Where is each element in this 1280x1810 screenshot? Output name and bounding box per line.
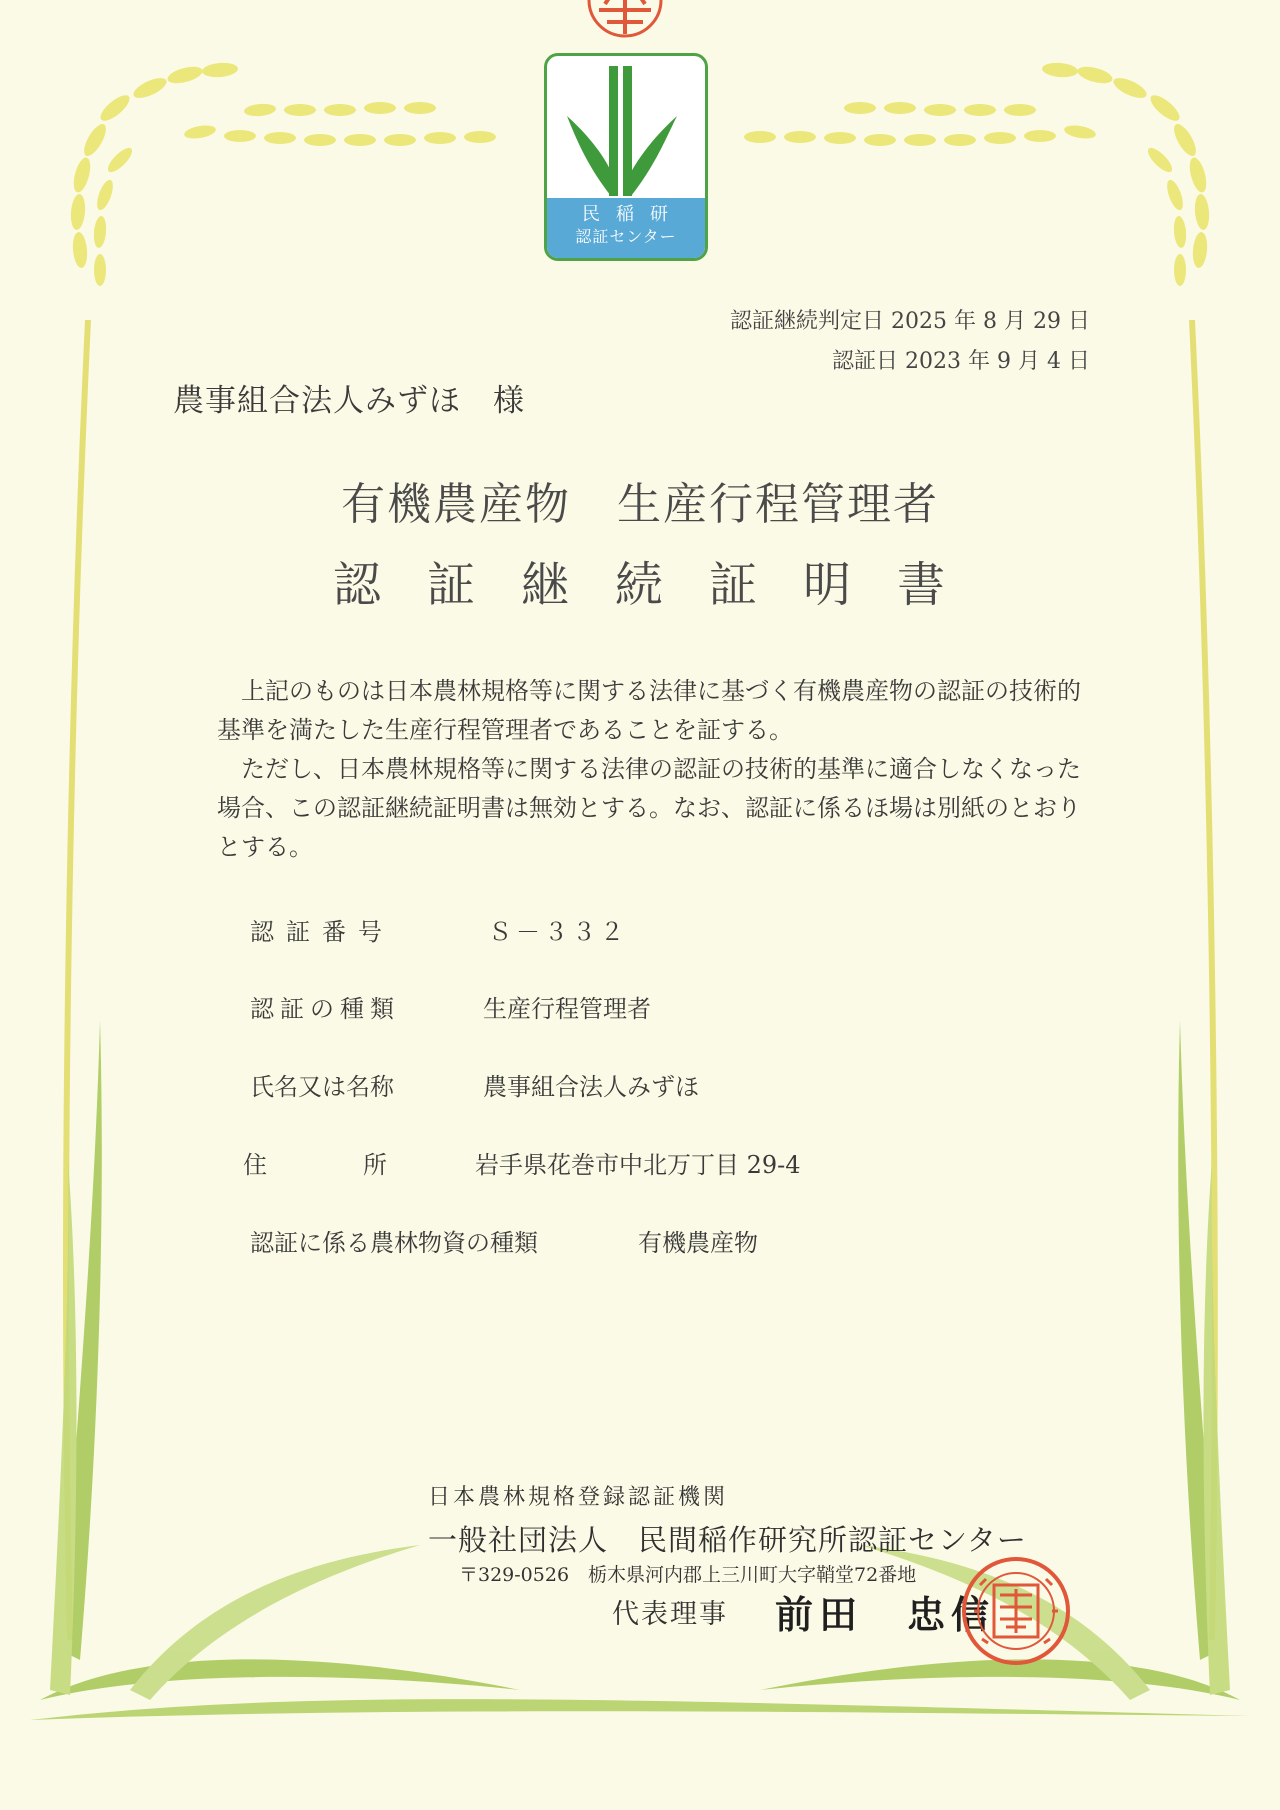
certificate-title-line2: 認証継続証明書 <box>332 557 991 613</box>
body-paragraph-2: ただし、日本農林規格等に関する法律の認証の技術的基準に適合しなくなった場合、この認証継続証明書は無効とする。なお、認証に係るほ場は別紙のとおりとする。 <box>217 755 1081 861</box>
issuer-address: 〒329-0526 栃木県河内郡上三川町大字鞘堂72番地 <box>459 1564 917 1586</box>
issuer-organization: 一般社団法人 民間稲作研究所認証センター <box>428 1523 1027 1557</box>
top-seal-stamp <box>585 0 665 50</box>
holder-name-value: 農事組合法人みずほ <box>483 1073 699 1101</box>
material-type-label: 認証に係る農林物資の種類 <box>250 1229 538 1257</box>
continuation-date: 認証継続判定日 2025 年 8 月 29 日 <box>730 309 1090 334</box>
logo-caption-line2: 認証センター <box>575 227 677 246</box>
rice-plant-icon <box>547 56 705 206</box>
holder-name-label: 氏名又は名称 <box>250 1073 394 1101</box>
recipient-name: 農事組合法人みずほ 様 <box>173 383 525 419</box>
cert-type-label: 認証の種類 <box>250 995 400 1023</box>
certification-center-logo <box>544 53 708 261</box>
official-seal-stamp <box>960 1555 1072 1667</box>
issuer-registration: 日本農林規格登録認証機関 <box>428 1485 729 1510</box>
certification-date: 認証日 2023 年 9 月 4 日 <box>832 349 1090 374</box>
logo-caption-line1: 民稲研 <box>582 204 684 225</box>
representative-title: 代表理事 <box>612 1599 728 1630</box>
body-paragraph-1: 上記のものは日本農林規格等に関する法律に基づく有機農産物の認証の技術的基準を満たした生産行程管理者であることを証する。 <box>217 677 1081 744</box>
cert-number-value: Ｓ－３３２ <box>488 918 628 946</box>
certificate-title-line1: 有機農産物 生産行程管理者 <box>341 479 939 530</box>
address-label: 住 所 <box>243 1151 387 1179</box>
logo-caption <box>547 198 705 258</box>
material-type-value: 有機農産物 <box>638 1229 758 1257</box>
address-value: 岩手県花巻市中北万丁目 29-4 <box>475 1151 801 1179</box>
date-block <box>730 302 1090 382</box>
cert-number-label: 認証番号 <box>250 918 394 946</box>
certificate-body <box>217 672 1097 867</box>
representative-name: 前田 忠信 <box>775 1592 996 1637</box>
cert-type-value: 生産行程管理者 <box>483 995 651 1023</box>
